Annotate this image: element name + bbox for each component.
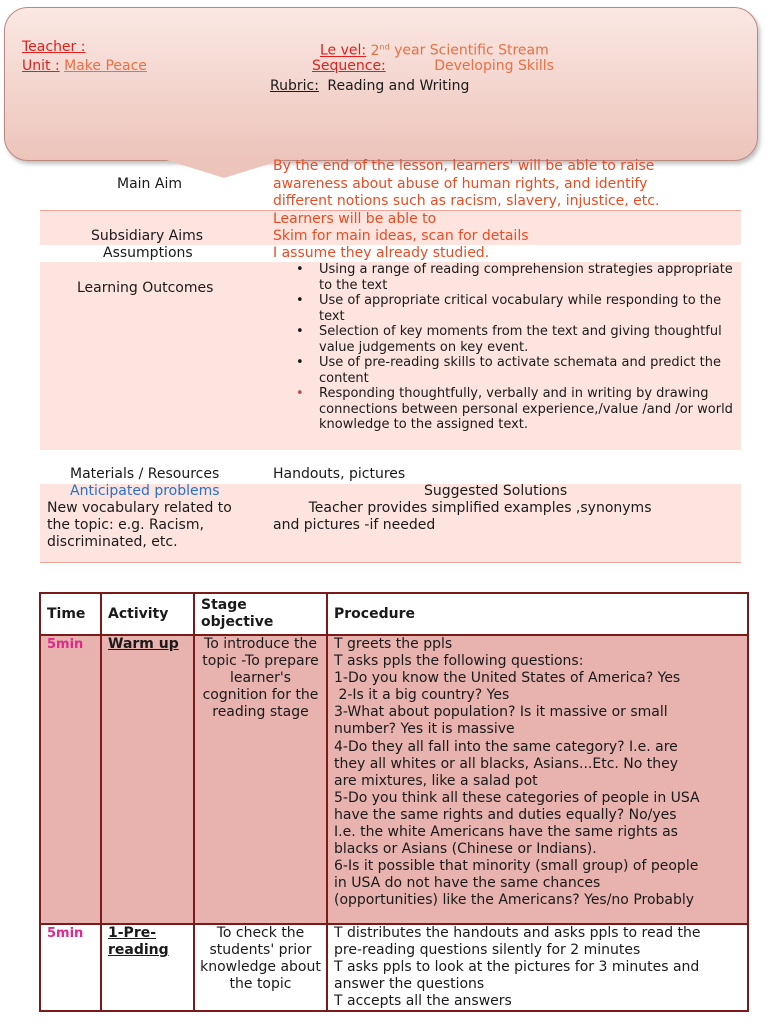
sequence-field [312,57,554,75]
divider [40,562,741,563]
procedure-line: blacks or Asians (Chinese or Indians). [334,841,597,858]
rubric-field [270,77,469,95]
problem-line: discriminated, etc. [47,534,178,550]
header-time: Time [40,593,101,635]
procedure-line: 4-Do they all fall into the same category? I.e. are [334,738,678,755]
procedure-table [39,592,749,1012]
unit-label: Unit : [22,58,60,74]
level-label: Le vel: [320,42,367,59]
procedure-line: in USA do not have the same chances [334,875,601,892]
materials-label: Materials / Resources [70,466,220,482]
outcomes-label: Learning Outcomes [77,280,214,296]
rubric-label: Rubric: [270,78,319,94]
outcome-item: • Use of appropriate critical vocabulary while responding to the text [296,293,722,324]
procedure-line: they all whites or all blacks, Asians...Etc. No they [334,755,679,772]
procedure-line: I.e. the white Americans have the same rights as [334,824,678,841]
procedure-line: T accepts all the answers [334,993,512,1010]
procedure-line: 6-Is it possible that minority (small group) of people [334,858,699,875]
unit-value: Make Peace [64,58,147,74]
level-suffix: nd [379,42,390,51]
outcome-item: • Use of pre-reading skills to activate schemata and predict the content [296,355,721,386]
outcomes-list [296,262,741,433]
assumptions-label: Assumptions [103,245,193,261]
procedure-line: pre-reading questions silently for 2 minutes [334,942,641,959]
problem-line: New vocabulary related to [47,500,232,516]
materials-value: Handouts, pictures [273,466,406,482]
procedure-line: T distributes the handouts and asks ppls to read the [334,925,701,941]
bullet-icon: • [296,355,304,370]
bullet-icon: • [296,386,304,401]
table-row [40,635,748,924]
procedure-line: have the same rights and duties equally? No/yes [334,806,677,823]
table-row [40,924,748,1011]
assumptions-value: I assume they already studied. [273,245,490,261]
bullet-icon: • [296,324,304,339]
subsidiary-intro: Learners will be able to [273,211,437,227]
subsidiary-label: Subsidiary Aims [91,228,204,244]
row-activity: Warm up [101,635,194,924]
header-stage: Stage objective [194,593,327,635]
teacher-field [22,38,85,56]
outcome-item: • Using a range of reading comprehension strategies appropriate to the text [296,262,733,293]
callout-tail [160,158,288,178]
procedure-line: 3-What about population? Is it massive or small [334,704,668,721]
outcome-item: • Selection of key moments from the text and giving thoughtful value judgements on key event. [296,324,722,355]
header-procedure: Procedure [327,593,748,635]
problems-label: Anticipated problems [70,483,220,499]
subsidiary-value: Skim for main ideas, scan for details [273,228,529,244]
procedure-line: 5-Do you think all these categories of people in USA [334,789,700,806]
procedure-line: answer the questions [334,976,485,993]
header-activity: Activity [101,593,194,635]
procedure-line: T asks ppls the following questions: [334,653,584,670]
procedure-line: (opportunities) like the Americans? Yes/no Probably [334,892,695,909]
procedure-line: T greets the ppls [334,636,453,652]
unit-field [22,57,147,75]
sequence-value: Developing Skills [434,58,554,74]
procedure-line: 1-Do you know the United States of America? Yes [334,670,681,687]
bullet-icon: • [296,262,304,277]
row-time: 5min [40,635,101,924]
procedure-line: 2-Is it a big country? Yes [334,687,510,704]
main-aim-label: Main Aim [117,176,182,192]
row-procedure [327,924,748,1011]
row-activity: 1-Pre-reading [101,924,194,1011]
procedure-line: T asks ppls to look at the pictures for 3 minutes and [334,959,700,976]
procedure-line: number? Yes it is massive [334,721,515,738]
row-objective: To check the students' prior knowledge about the topic [194,924,327,1011]
rubric-value: Reading and Writing [327,78,470,94]
sequence-label: Sequence: [312,58,386,74]
level-ordinal: 2 [370,42,380,59]
main-aim-line: awareness about abuse of human rights, and identify [273,176,648,192]
table-header-row [40,593,748,635]
level-value: year Scientific Stream [394,42,549,59]
bullet-icon: • [296,293,304,308]
main-aim-line: By the end of the lesson, learners' will be able to raise [273,158,655,174]
row-time: 5min [40,924,101,1011]
row-objective: To introduce the topic -To prepare learner's cognition for the reading stage [194,635,327,924]
solution-line: and pictures -if needed [273,517,436,533]
teacher-label: Teacher : [22,39,86,55]
solutions-label: Suggested Solutions [424,483,568,499]
row-procedure [327,635,748,924]
procedure-line: are mixtures, like a salad pot [334,772,538,789]
solution-line: Teacher provides simplified examples ,synonyms [273,500,652,516]
problem-line: the topic: e.g. Racism, [47,517,204,533]
main-aim-line: different notions such as racism, slavery, injustice, etc. [273,193,660,209]
outcome-item: • Responding thoughtfully, verbally and in writing by drawing connections between personal experience,/value /and /or world knowledge to the assigned text. [296,386,733,432]
